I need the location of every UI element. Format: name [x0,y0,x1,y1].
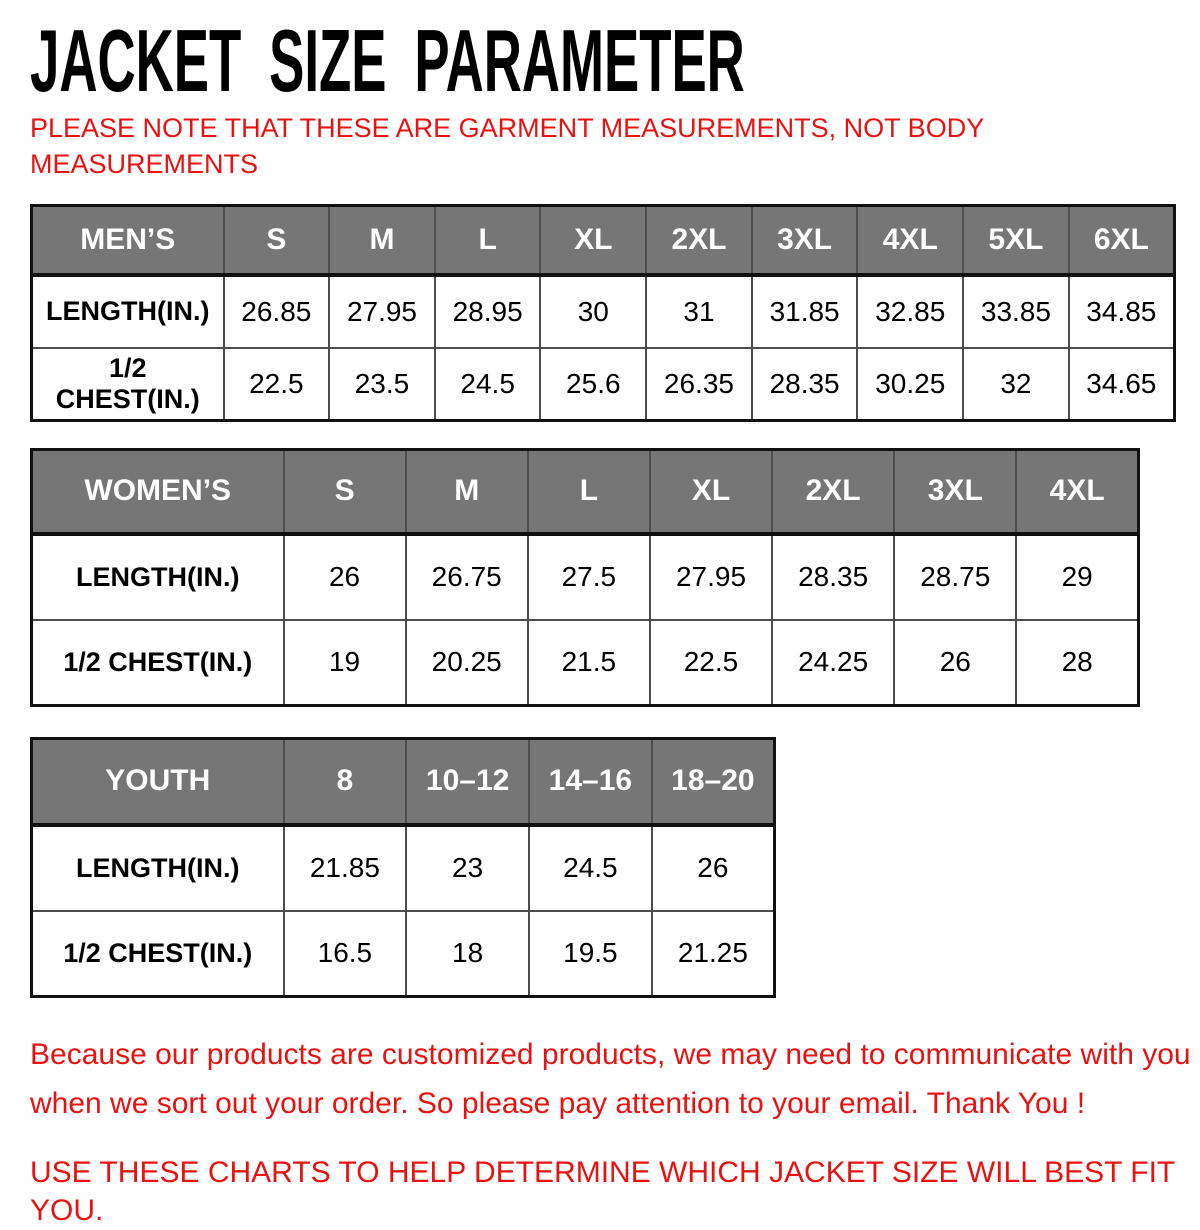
mens-value-cell-1-4: 26.35 [646,348,752,421]
youth-size-column-header-1: 10–12 [406,739,529,825]
page-title [30,11,1200,110]
garment-measurement-note [30,110,1200,182]
customization-notice-line2: when we sort out your order. So please pay attention to your email. Thank You ! [30,1087,1086,1120]
chart-usage-note-text: USE THESE CHARTS TO HELP DETERMINE WHICH JACKET SIZE WILL BEST FIT YOU. [30,1156,1175,1227]
mens-value-cell-1-5: 28.35 [752,348,858,421]
womens-value-cell-1-3: 22.5 [650,620,772,706]
mens-row-label-0: LENGTH(IN.) [32,275,224,348]
womens-value-cell-1-6: 28 [1016,620,1138,706]
mens-size-column-header-4: 2XL [646,206,752,275]
mens-value-cell-1-8: 34.65 [1069,348,1175,421]
womens-value-cell-0-3: 27.95 [650,534,772,620]
womens-size-table-container [30,448,1200,707]
youth-data-row-1 [32,911,775,997]
womens-size-column-header-3: XL [650,450,772,534]
youth-row-label-1: 1/2 CHEST(IN.) [32,911,284,997]
mens-value-cell-0-7: 33.85 [963,275,1069,348]
womens-value-cell-0-4: 28.35 [772,534,894,620]
womens-size-column-header-4: 2XL [772,450,894,534]
mens-size-column-header-6: 4XL [857,206,963,275]
mens-size-column-header-2: L [435,206,541,275]
youth-value-cell-0-2: 24.5 [529,825,652,911]
customization-notice-line1: Because our products are customized products, we may need to communicate with you [30,1038,1191,1071]
youth-size-column-header-2: 14–16 [529,739,652,825]
womens-value-cell-1-4: 24.25 [772,620,894,706]
size-table-youth [30,737,776,998]
womens-data-row-1 [32,620,1139,706]
mens-size-column-header-1: M [329,206,435,275]
womens-value-cell-1-1: 20.25 [406,620,528,706]
mens-value-cell-1-2: 24.5 [435,348,541,421]
mens-data-row-1 [32,348,1175,421]
womens-value-cell-1-0: 19 [284,620,406,706]
youth-value-cell-1-1: 18 [406,911,529,997]
mens-value-cell-0-0: 26.85 [224,275,330,348]
mens-value-cell-0-1: 27.95 [329,275,435,348]
mens-value-cell-0-2: 28.95 [435,275,541,348]
mens-value-cell-0-4: 31 [646,275,752,348]
womens-row-label-0: LENGTH(IN.) [32,534,284,620]
mens-size-column-header-0: S [224,206,330,275]
mens-data-row-0 [32,275,1175,348]
mens-value-cell-0-3: 30 [540,275,646,348]
mens-size-table-container [30,204,1200,422]
mens-value-cell-1-6: 30.25 [857,348,963,421]
mens-value-cell-0-6: 32.85 [857,275,963,348]
mens-row-label-1: 1/2 CHEST(IN.) [32,348,224,421]
youth-size-column-header-0: 8 [284,739,407,825]
youth-value-cell-0-0: 21.85 [284,825,407,911]
womens-value-cell-0-1: 26.75 [406,534,528,620]
womens-header-row [32,450,1139,534]
garment-note-line2: MEASUREMENTS [30,149,259,179]
womens-size-column-header-1: M [406,450,528,534]
mens-value-cell-1-7: 32 [963,348,1069,421]
youth-group-label: YOUTH [32,739,284,825]
size-table-womens [30,448,1140,707]
womens-size-column-header-6: 4XL [1016,450,1138,534]
womens-data-row-0 [32,534,1139,620]
size-table-mens [30,204,1176,422]
youth-size-column-header-3: 18–20 [652,739,775,825]
youth-size-table-container [30,737,1200,998]
womens-value-cell-1-5: 26 [894,620,1016,706]
mens-value-cell-1-0: 22.5 [224,348,330,421]
mens-value-cell-1-1: 23.5 [329,348,435,421]
mens-value-cell-0-8: 34.85 [1069,275,1175,348]
mens-value-cell-1-3: 25.6 [540,348,646,421]
womens-value-cell-0-0: 26 [284,534,406,620]
customization-notice [30,1030,1200,1128]
womens-value-cell-1-2: 21.5 [528,620,650,706]
mens-size-column-header-8: 6XL [1069,206,1175,275]
womens-size-column-header-0: S [284,450,406,534]
mens-value-cell-0-5: 31.85 [752,275,858,348]
youth-value-cell-0-1: 23 [406,825,529,911]
mens-group-label: MEN’S [32,206,224,275]
womens-value-cell-0-5: 28.75 [894,534,1016,620]
womens-value-cell-0-6: 29 [1016,534,1138,620]
youth-row-label-0: LENGTH(IN.) [32,825,284,911]
page-title-text: JACKET SIZE PARAMETER [30,11,745,110]
youth-value-cell-1-3: 21.25 [652,911,775,997]
mens-size-column-header-5: 3XL [752,206,858,275]
garment-note-line1: PLEASE NOTE THAT THESE ARE GARMENT MEASUREMENTS, NOT BODY [30,113,985,143]
womens-value-cell-0-2: 27.5 [528,534,650,620]
mens-size-column-header-7: 5XL [963,206,1069,275]
youth-data-row-0 [32,825,775,911]
womens-size-column-header-5: 3XL [894,450,1016,534]
youth-value-cell-1-2: 19.5 [529,911,652,997]
womens-row-label-1: 1/2 CHEST(IN.) [32,620,284,706]
womens-size-column-header-2: L [528,450,650,534]
youth-value-cell-1-0: 16.5 [284,911,407,997]
mens-header-row [32,206,1175,275]
chart-usage-note [30,1154,1200,1230]
youth-value-cell-0-3: 26 [652,825,775,911]
womens-group-label: WOMEN’S [32,450,284,534]
mens-size-column-header-3: XL [540,206,646,275]
youth-header-row [32,739,775,825]
